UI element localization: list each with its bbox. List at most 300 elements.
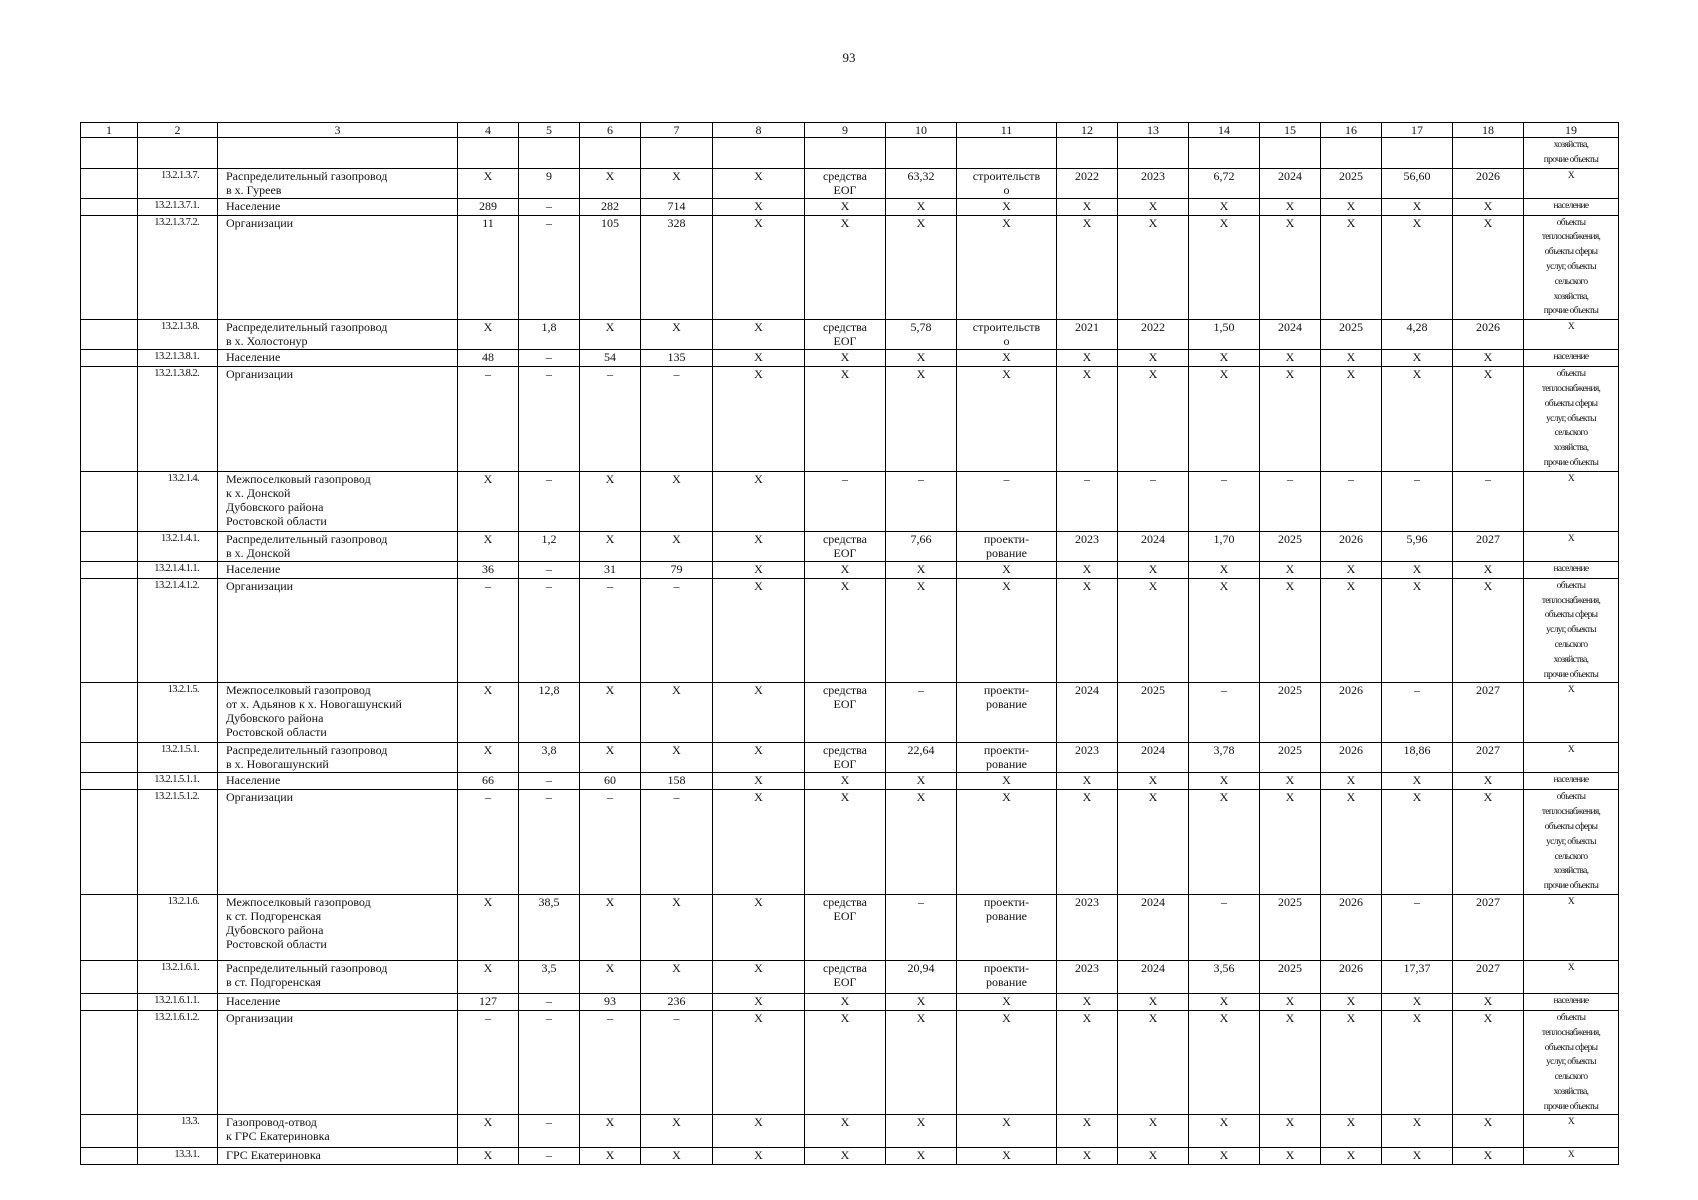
table-cell: X	[713, 578, 805, 683]
table-cell: X	[580, 320, 641, 350]
table-cell: 54	[580, 350, 641, 367]
table-cell: 2024	[1057, 683, 1118, 743]
table-cell: население	[1524, 993, 1619, 1010]
table-cell: –	[580, 790, 641, 895]
table-cell: 36	[458, 561, 519, 578]
table-cell: X	[580, 683, 641, 743]
table-cell: X	[458, 531, 519, 561]
table-row	[81, 561, 1619, 578]
table-cell	[1382, 138, 1453, 169]
table-cell: 714	[641, 198, 713, 215]
table-cell: –	[1382, 894, 1453, 960]
table-cell: X	[1382, 773, 1453, 790]
table-cell: X	[1321, 1010, 1382, 1115]
table-cell: X	[1524, 531, 1619, 561]
table-cell: 4,28	[1382, 320, 1453, 350]
table-cell: X	[458, 894, 519, 960]
table-cell: X	[1189, 198, 1260, 215]
table-cell	[81, 350, 138, 367]
table-cell: X	[1524, 743, 1619, 773]
header-cell: 2	[138, 123, 218, 138]
table-cell: 2025	[1118, 683, 1189, 743]
table-cell: объекты теплоснабжения, объекты сферы услуг, объекты сельского хозяйства, прочие объекты	[1524, 578, 1619, 683]
table-cell: Население	[218, 993, 458, 1010]
table-cell: X	[458, 743, 519, 773]
table-cell: X	[1524, 894, 1619, 960]
table-cell: Население	[218, 198, 458, 215]
table-cell: X	[713, 471, 805, 531]
table-cell: 13.2.1.6.	[138, 894, 218, 960]
table-cell: –	[580, 1010, 641, 1115]
table-cell: X	[886, 350, 957, 367]
table-cell: объекты теплоснабжения, объекты сферы услуг, объекты сельского хозяйства, прочие объекты	[1524, 1010, 1619, 1115]
table-cell: X	[1118, 1148, 1189, 1165]
table-cell: –	[519, 471, 580, 531]
table-cell: 13.2.1.5.1.2.	[138, 790, 218, 895]
table-cell: X	[1321, 1115, 1382, 1148]
table-cell: Межпоселковый газопровод к ст. Подгоренская Дубовского района Ростовской области	[218, 894, 458, 960]
table-cell	[1321, 138, 1382, 169]
table-cell: X	[1260, 215, 1321, 320]
table-cell: X	[713, 773, 805, 790]
table-cell: X	[886, 773, 957, 790]
table-cell: Распределительный газопровод в х. Донской	[218, 531, 458, 561]
table-cell: 13.2.1.6.1.1.	[138, 993, 218, 1010]
table-cell: X	[805, 561, 886, 578]
table-cell: 6,72	[1189, 168, 1260, 198]
table-cell: X	[641, 743, 713, 773]
table-cell: X	[805, 578, 886, 683]
table-cell: X	[641, 894, 713, 960]
table-cell: 5,96	[1382, 531, 1453, 561]
table-cell: X	[713, 1115, 805, 1148]
header-cell: 9	[805, 123, 886, 138]
table-cell: –	[580, 367, 641, 472]
table-cell: X	[713, 790, 805, 895]
table-cell: X	[713, 320, 805, 350]
table-cell: X	[1260, 198, 1321, 215]
table-cell: X	[1057, 1115, 1118, 1148]
table-cell: 63,32	[886, 168, 957, 198]
table-cell: X	[641, 531, 713, 561]
table-cell: 2025	[1260, 960, 1321, 993]
table-cell: 13.2.1.3.8.2.	[138, 367, 218, 472]
table-cell: Распределительный газопровод в ст. Подгоренская	[218, 960, 458, 993]
table-cell: X	[1382, 578, 1453, 683]
header-cell: 17	[1382, 123, 1453, 138]
table-cell: X	[580, 168, 641, 198]
table-cell: X	[641, 1148, 713, 1165]
table-cell: X	[886, 1148, 957, 1165]
header-cell: 8	[713, 123, 805, 138]
table-cell: Организации	[218, 578, 458, 683]
header-cell: 11	[957, 123, 1057, 138]
table-cell: X	[1189, 561, 1260, 578]
table-cell: X	[1524, 1148, 1619, 1165]
table-cell: 3,56	[1189, 960, 1260, 993]
table-cell: 1,8	[519, 320, 580, 350]
table-cell	[81, 683, 138, 743]
table-cell: X	[886, 790, 957, 895]
header-cell: 15	[1260, 123, 1321, 138]
table-cell	[1260, 138, 1321, 169]
table-cell: 158	[641, 773, 713, 790]
table-cell: X	[1382, 561, 1453, 578]
table-cell: –	[458, 367, 519, 472]
table-cell: 48	[458, 350, 519, 367]
table-cell: –	[580, 578, 641, 683]
table-cell: X	[1453, 1148, 1524, 1165]
table-cell: –	[886, 894, 957, 960]
table-cell: 2024	[1118, 960, 1189, 993]
table-cell: X	[1453, 1115, 1524, 1148]
table-cell: –	[519, 578, 580, 683]
table-cell: X	[1321, 350, 1382, 367]
table-cell: X	[1189, 1148, 1260, 1165]
table-cell: X	[1118, 367, 1189, 472]
table-cell: X	[580, 743, 641, 773]
header-cell: 4	[458, 123, 519, 138]
table-cell: население	[1524, 773, 1619, 790]
table-cell: –	[641, 367, 713, 472]
table-cell: X	[805, 1115, 886, 1148]
header-cell: 3	[218, 123, 458, 138]
table-cell	[81, 1148, 138, 1165]
table-cell: 13.2.1.4.1.	[138, 531, 218, 561]
table-cell: средства ЕОГ	[805, 320, 886, 350]
table-row	[81, 215, 1619, 320]
table-cell: X	[1118, 215, 1189, 320]
table-cell: X	[957, 198, 1057, 215]
table-cell: X	[1524, 1115, 1619, 1148]
table-row	[81, 894, 1619, 960]
table-cell	[81, 168, 138, 198]
table-cell: X	[458, 168, 519, 198]
table-row	[81, 578, 1619, 683]
table-cell: 2025	[1321, 320, 1382, 350]
table-cell: Организации	[218, 215, 458, 320]
table-cell: X	[1057, 1148, 1118, 1165]
table-cell: X	[805, 1148, 886, 1165]
table-cell: X	[1260, 578, 1321, 683]
table-cell: хозяйства, прочие объекты	[1524, 138, 1619, 169]
table-row	[81, 168, 1619, 198]
table-cell: X	[1321, 215, 1382, 320]
table-cell: X	[641, 683, 713, 743]
header-cell: 14	[1189, 123, 1260, 138]
table-cell: население	[1524, 561, 1619, 578]
table-cell: 13.2.1.6.1.	[138, 960, 218, 993]
table-cell: X	[1057, 773, 1118, 790]
table-cell: –	[519, 198, 580, 215]
table-cell: X	[713, 1148, 805, 1165]
table-cell: X	[458, 1115, 519, 1148]
table-cell: проекти- рование	[957, 743, 1057, 773]
table-cell: средства ЕОГ	[805, 531, 886, 561]
table-cell: –	[1189, 683, 1260, 743]
table-cell	[81, 561, 138, 578]
table-cell: X	[957, 367, 1057, 472]
table-cell: 2024	[1260, 320, 1321, 350]
table-cell: 13.2.1.3.7.2.	[138, 215, 218, 320]
table-cell: 13.2.1.4.1.1.	[138, 561, 218, 578]
table-cell: X	[713, 561, 805, 578]
table-cell: 13.2.1.3.7.1.	[138, 198, 218, 215]
table-cell: X	[1189, 578, 1260, 683]
table-cell: X	[1057, 350, 1118, 367]
table-cell: X	[1118, 561, 1189, 578]
table-cell: 236	[641, 993, 713, 1010]
table-row	[81, 531, 1619, 561]
table-cell: X	[1189, 773, 1260, 790]
table-cell	[1189, 138, 1260, 169]
table-cell: X	[1260, 1148, 1321, 1165]
table-cell: 2026	[1321, 743, 1382, 773]
table-cell: Газопровод-отвод к ГРС Екатериновка	[218, 1115, 458, 1148]
table-cell: –	[886, 471, 957, 531]
table-cell: –	[519, 773, 580, 790]
header-cell: 7	[641, 123, 713, 138]
table-cell: X	[1057, 367, 1118, 472]
table-cell: 20,94	[886, 960, 957, 993]
table-cell: X	[1382, 350, 1453, 367]
table-cell: 2024	[1118, 531, 1189, 561]
table-cell: X	[641, 320, 713, 350]
table-cell: X	[1260, 367, 1321, 472]
table-cell: Межпоселковый газопровод к х. Донской Дубовского района Ростовской области	[218, 471, 458, 531]
table-cell	[1118, 138, 1189, 169]
table-cell: X	[805, 1010, 886, 1115]
table-cell	[805, 138, 886, 169]
table-cell: X	[1321, 578, 1382, 683]
table-cell: X	[713, 198, 805, 215]
table-cell: 328	[641, 215, 713, 320]
table-cell: –	[1382, 471, 1453, 531]
table-cell: объекты теплоснабжения, объекты сферы услуг, объекты сельского хозяйства, прочие объекты	[1524, 790, 1619, 895]
table-cell: X	[957, 561, 1057, 578]
table-cell: 2022	[1118, 320, 1189, 350]
table-cell: X	[886, 561, 957, 578]
table-cell	[81, 198, 138, 215]
table-row	[81, 743, 1619, 773]
table-cell: проекти- рование	[957, 683, 1057, 743]
table-cell: –	[458, 1010, 519, 1115]
table-cell: –	[458, 790, 519, 895]
table-cell: X	[1260, 790, 1321, 895]
table-cell: X	[886, 993, 957, 1010]
table-cell: –	[957, 471, 1057, 531]
table-cell: средства ЕОГ	[805, 683, 886, 743]
table-cell: X	[713, 1010, 805, 1115]
table-cell: X	[1118, 1010, 1189, 1115]
table-row	[81, 320, 1619, 350]
table-cell: X	[580, 960, 641, 993]
table-cell: Население	[218, 350, 458, 367]
table-cell: X	[641, 168, 713, 198]
table-cell: –	[1382, 683, 1453, 743]
table-cell	[713, 138, 805, 169]
table-cell: 31	[580, 561, 641, 578]
table-cell: –	[886, 683, 957, 743]
table-cell: X	[713, 993, 805, 1010]
table-cell: ГРС Екатериновка	[218, 1148, 458, 1165]
table-cell	[138, 138, 218, 169]
table-cell: X	[1382, 215, 1453, 320]
table-cell: 13.2.1.3.8.	[138, 320, 218, 350]
table-cell: X	[641, 960, 713, 993]
table-cell: 105	[580, 215, 641, 320]
header-cell: 6	[580, 123, 641, 138]
table-cell: –	[519, 993, 580, 1010]
table-cell: 2022	[1057, 168, 1118, 198]
table-row	[81, 993, 1619, 1010]
table-cell: 2023	[1057, 894, 1118, 960]
table-cell	[81, 773, 138, 790]
table-cell: 2026	[1453, 320, 1524, 350]
table-cell	[519, 138, 580, 169]
table-cell: X	[1189, 1010, 1260, 1115]
table-cell: 13.2.1.4.1.2.	[138, 578, 218, 683]
table-cell: –	[519, 1010, 580, 1115]
table-cell	[81, 743, 138, 773]
table-cell: 289	[458, 198, 519, 215]
table-cell: X	[1453, 350, 1524, 367]
table-cell: X	[1382, 993, 1453, 1010]
table-cell: X	[1382, 790, 1453, 895]
table-cell: проекти- рование	[957, 960, 1057, 993]
table-cell: 2027	[1453, 894, 1524, 960]
header-cell: 16	[1321, 123, 1382, 138]
table-cell: X	[1118, 993, 1189, 1010]
page-number: 93	[842, 50, 856, 65]
table-cell: X	[1321, 367, 1382, 472]
table-cell: 13.2.1.3.7.	[138, 168, 218, 198]
table-cell: строительств о	[957, 320, 1057, 350]
table-cell	[81, 215, 138, 320]
table-row	[81, 773, 1619, 790]
table-cell: X	[1057, 215, 1118, 320]
table-cell: 13.2.1.5.1.1.	[138, 773, 218, 790]
table-cell: X	[1321, 1148, 1382, 1165]
data-table	[80, 122, 1619, 1165]
table-cell: X	[1321, 993, 1382, 1010]
table-cell: X	[957, 790, 1057, 895]
header-cell: 5	[519, 123, 580, 138]
table-cell	[81, 471, 138, 531]
table-cell: X	[641, 1115, 713, 1148]
table-cell: 2025	[1260, 743, 1321, 773]
table-cell: X	[1189, 1115, 1260, 1148]
table-cell	[81, 993, 138, 1010]
table-cell: 2023	[1057, 531, 1118, 561]
table-cell: средства ЕОГ	[805, 960, 886, 993]
table-cell: X	[1382, 198, 1453, 215]
table-cell: X	[886, 367, 957, 472]
table-cell: 13.2.1.5.	[138, 683, 218, 743]
table-cell: средства ЕОГ	[805, 743, 886, 773]
table-cell: X	[1118, 773, 1189, 790]
table-cell: X	[1382, 1115, 1453, 1148]
table-cell: 282	[580, 198, 641, 215]
table-cell: X	[1524, 320, 1619, 350]
table-cell: 1,2	[519, 531, 580, 561]
table-cell: 2024	[1260, 168, 1321, 198]
table-cell: X	[580, 531, 641, 561]
table-cell: 2024	[1118, 894, 1189, 960]
table-cell: Население	[218, 773, 458, 790]
table-cell	[218, 138, 458, 169]
table-cell: X	[805, 215, 886, 320]
table-cell: X	[1057, 578, 1118, 683]
table-cell: 2027	[1453, 743, 1524, 773]
table-cell: 7,66	[886, 531, 957, 561]
table-cell: 1,70	[1189, 531, 1260, 561]
table-cell: 2027	[1453, 683, 1524, 743]
table-row	[81, 367, 1619, 472]
table-cell: X	[1057, 561, 1118, 578]
table-cell: население	[1524, 198, 1619, 215]
header-cell: 1	[81, 123, 138, 138]
table-cell: X	[1453, 561, 1524, 578]
table-row	[81, 471, 1619, 531]
table-cell: X	[957, 1010, 1057, 1115]
table-cell	[81, 531, 138, 561]
table-cell: X	[1524, 471, 1619, 531]
table-cell: 13.2.1.6.1.2.	[138, 1010, 218, 1115]
table-cell: X	[1524, 683, 1619, 743]
table-cell	[81, 1115, 138, 1148]
table-cell: X	[957, 215, 1057, 320]
table-cell	[1453, 138, 1524, 169]
table-cell: X	[1524, 960, 1619, 993]
table-cell: X	[886, 215, 957, 320]
header-cell: 13	[1118, 123, 1189, 138]
table-cell: Межпоселковый газопровод от х. Адьянов к х. Новогашунский Дубовского района Ростовской области	[218, 683, 458, 743]
table-cell: 2023	[1057, 743, 1118, 773]
header-cell: 19	[1524, 123, 1619, 138]
table-cell: 13.2.1.3.8.1.	[138, 350, 218, 367]
table-cell: 2027	[1453, 960, 1524, 993]
table-cell: X	[580, 1148, 641, 1165]
table-cell: 3,8	[519, 743, 580, 773]
table-cell: 127	[458, 993, 519, 1010]
table-cell	[580, 138, 641, 169]
table-cell: X	[805, 367, 886, 472]
table-cell: X	[1382, 1148, 1453, 1165]
table-cell	[641, 138, 713, 169]
table-cell: X	[1189, 367, 1260, 472]
table-cell: X	[957, 773, 1057, 790]
table-cell: –	[519, 350, 580, 367]
table-cell: X	[1321, 790, 1382, 895]
table-cell: X	[886, 198, 957, 215]
table-cell: 2026	[1321, 894, 1382, 960]
table-cell: 2025	[1321, 168, 1382, 198]
table-cell: Распределительный газопровод в х. Холостонур	[218, 320, 458, 350]
table-cell: X	[713, 894, 805, 960]
table-cell: –	[519, 1115, 580, 1148]
table-cell: средства ЕОГ	[805, 894, 886, 960]
table-cell: 2023	[1118, 168, 1189, 198]
table-cell: X	[1321, 198, 1382, 215]
table-cell: 79	[641, 561, 713, 578]
header-cell: 10	[886, 123, 957, 138]
table-cell: X	[458, 683, 519, 743]
table-cell: 22,64	[886, 743, 957, 773]
table-cell: X	[713, 367, 805, 472]
table-cell: X	[957, 1115, 1057, 1148]
table-cell: X	[713, 960, 805, 993]
